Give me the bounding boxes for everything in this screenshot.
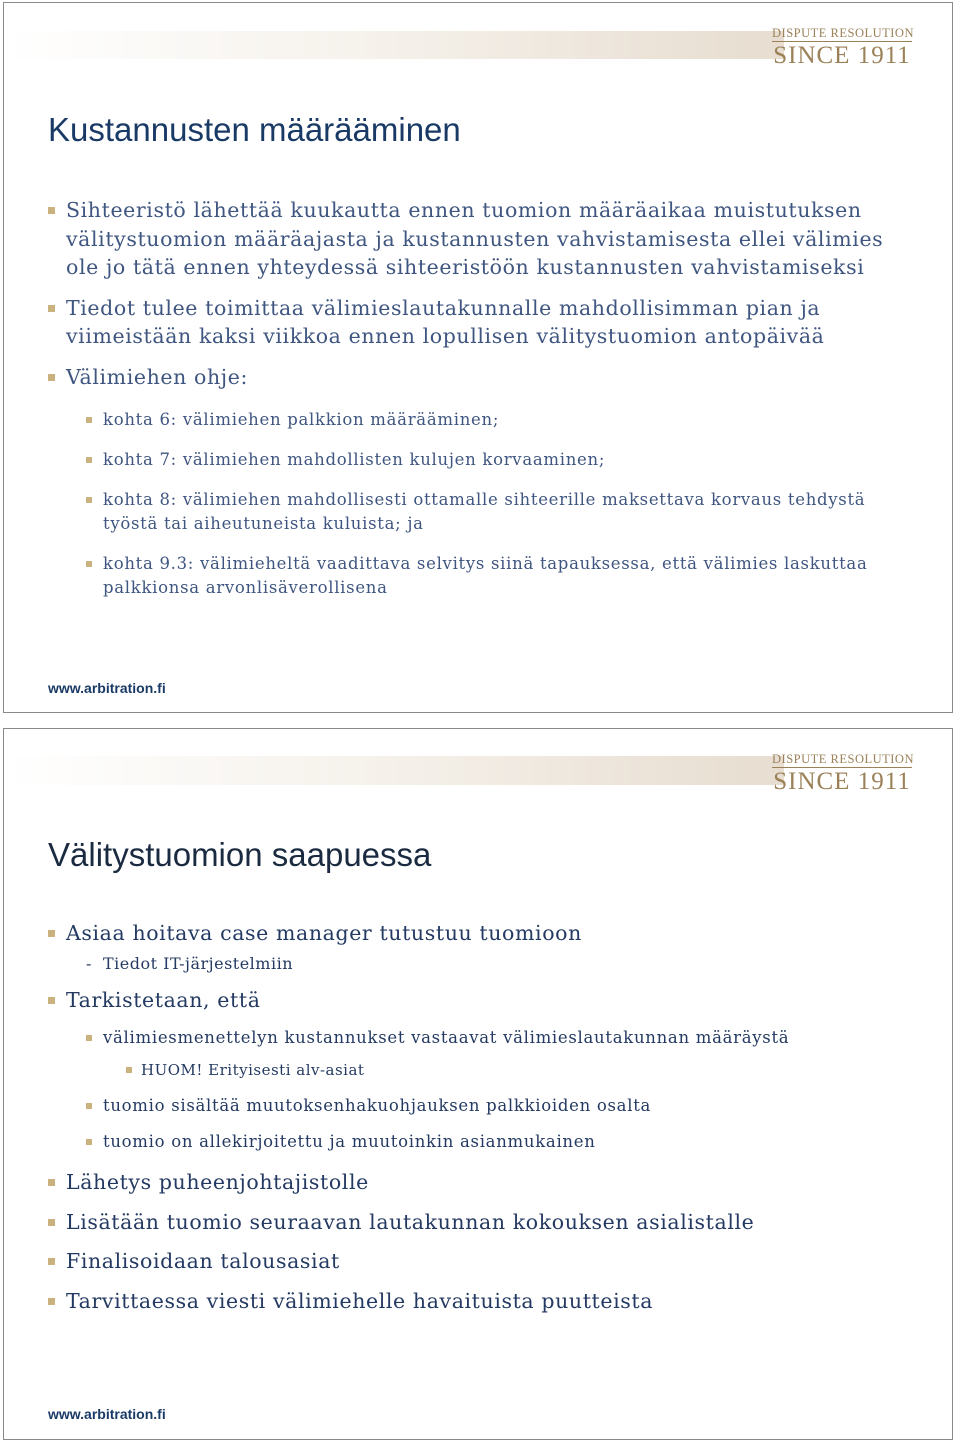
bullet-text: Tiedot tulee toimittaa välimieslautakunnalle mahdollisimman pian ja viimeistään kaksi viikkoa ennen lopullisen välitystuomion antopäivää bbox=[66, 295, 825, 348]
bullet-text: Tiedot IT-järjestelmiin bbox=[103, 953, 293, 973]
square-bullet-icon bbox=[86, 561, 92, 567]
square-bullet-icon bbox=[48, 1179, 55, 1186]
bullet-text: HUOM! Erityisesti alv-asiat bbox=[141, 1061, 365, 1079]
bullet-text: välimiesmenettelyn kustannukset vastaavat välimieslautakunnan määräystä bbox=[103, 1028, 790, 1047]
logo bbox=[772, 27, 912, 71]
list-item bbox=[48, 1208, 912, 1237]
list-item bbox=[48, 196, 912, 282]
bullet-text: Sihteeristö lähettää kuukautta ennen tuomion määräaikaa muistutuksen välitystuomion määräajasta ja kustannusten vahvistamisesta ellei välimies ole jo tätä ennen yhteydessä sihteeristöön kustannusten vahvistamiseksi bbox=[66, 198, 884, 279]
slide-1 bbox=[3, 2, 953, 713]
bullet-text: tuomio sisältää muutoksenhakuohjauksen palkkioiden osalta bbox=[103, 1096, 652, 1115]
bullet-text: Asiaa hoitava case manager tutustuu tuomioon bbox=[66, 921, 582, 945]
square-bullet-icon bbox=[126, 1067, 132, 1073]
logo-top-text: DISPUTE RESOLUTION bbox=[772, 752, 914, 766]
list-item bbox=[48, 1094, 912, 1118]
square-bullet-icon bbox=[48, 1298, 55, 1305]
square-bullet-icon bbox=[48, 305, 55, 312]
logo-top-text: DISPUTE RESOLUTION bbox=[772, 26, 914, 40]
list-item bbox=[48, 1026, 912, 1050]
square-bullet-icon bbox=[48, 207, 55, 214]
square-bullet-icon bbox=[86, 417, 92, 423]
square-bullet-icon bbox=[86, 1035, 92, 1041]
bullet-text: Tarvittaessa viesti välimiehelle havaituista puutteista bbox=[66, 1288, 654, 1313]
square-bullet-icon bbox=[86, 1103, 92, 1109]
bullet-list bbox=[48, 919, 912, 1315]
bullet-text: kohta 9.3: välimieheltä vaadittava selvitys siinä tapauksessa, että välimies laskuttaa palkkionsa arvonlisäverollisena bbox=[103, 554, 868, 597]
dash-bullet: - bbox=[86, 953, 92, 973]
list-item bbox=[48, 552, 912, 600]
logo bbox=[772, 753, 912, 797]
list-item bbox=[48, 1287, 912, 1316]
list-item bbox=[48, 1247, 912, 1276]
bullet-text: Lisätään tuomio seuraavan lautakunnan kokouksen asialistalle bbox=[66, 1209, 755, 1234]
square-bullet-icon bbox=[48, 1219, 55, 1226]
bullet-text: Tarkistetaan, että bbox=[66, 987, 261, 1012]
list-item bbox=[48, 1060, 912, 1080]
list-item bbox=[48, 448, 912, 472]
bullet-text: Lähetys puheenjohtajistolle bbox=[66, 1170, 369, 1194]
list-item bbox=[48, 408, 912, 432]
header-band bbox=[6, 31, 784, 59]
list-item bbox=[48, 363, 912, 392]
slide-2 bbox=[3, 728, 953, 1440]
logo-big-text: SINCE 1911 bbox=[773, 768, 911, 795]
footer-url: www.arbitration.fi bbox=[48, 680, 166, 696]
square-bullet-icon bbox=[48, 930, 55, 937]
bullet-text: Välimiehen ohje: bbox=[66, 364, 248, 389]
list-item bbox=[48, 488, 912, 536]
list-item bbox=[48, 1168, 912, 1197]
bullet-text: kohta 7: välimiehen mahdollisten kulujen korvaaminen; bbox=[103, 450, 606, 469]
logo-big-text: SINCE 1911 bbox=[773, 42, 911, 69]
bullet-text: kohta 8: välimiehen mahdollisesti ottamalle sihteerille maksettava korvaus tehdystä työstä tai aiheutuneista kuluista; ja bbox=[103, 490, 866, 533]
list-item bbox=[48, 986, 912, 1015]
bullet-text: tuomio on allekirjoitettu ja muutoinkin asianmukainen bbox=[103, 1132, 596, 1151]
square-bullet-icon bbox=[86, 497, 92, 503]
slide-title: Välitystuomion saapuessa bbox=[48, 836, 432, 873]
list-item bbox=[48, 919, 912, 948]
list-item bbox=[48, 294, 912, 351]
footer-url: www.arbitration.fi bbox=[48, 1406, 166, 1422]
slide-title: Kustannusten määrääminen bbox=[48, 111, 461, 148]
square-bullet-icon bbox=[48, 374, 55, 381]
header-band bbox=[6, 756, 784, 785]
square-bullet-icon bbox=[48, 997, 55, 1004]
bullet-text: kohta 6: välimiehen palkkion määrääminen; bbox=[103, 410, 500, 429]
bullet-list bbox=[48, 196, 912, 600]
square-bullet-icon bbox=[86, 1139, 92, 1145]
bullet-text: Finalisoidaan talousasiat bbox=[66, 1249, 340, 1273]
square-bullet-icon bbox=[48, 1258, 55, 1265]
square-bullet-icon bbox=[86, 457, 92, 463]
list-item bbox=[48, 952, 912, 976]
list-item bbox=[48, 1130, 912, 1154]
